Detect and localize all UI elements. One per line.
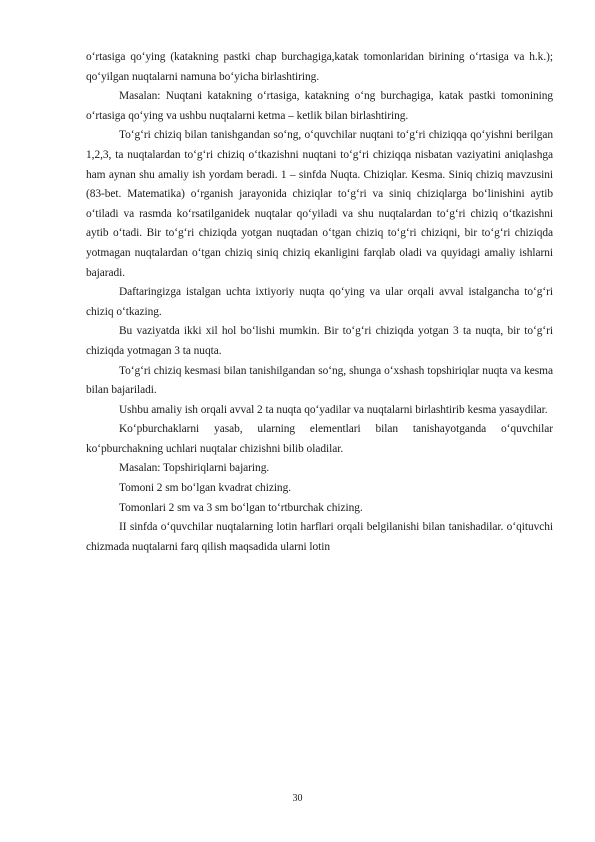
paragraph-7: Ushbu amaliy ish orqali avval 2 ta nuqta qo‘yadilar va nuqtalarni birlashtirib kesma yasaydilar. <box>119 403 548 416</box>
paragraph-9: Masalan: Topshiriqlarni bajaring. <box>119 462 270 475</box>
paragraph-11: Tomonlari 2 sm va 3 sm bo‘lgan to‘rtburchak chizing. <box>119 501 363 514</box>
paragraph-10: Tomoni 2 sm bo‘lgan kvadrat chizing. <box>119 482 292 495</box>
paragraph-2: Masalan: Nuqtani katakning o‘rtasiga, katakning o‘ng burchagiga, katak pastki tomonining o‘rtasiga qo‘ying va ushbu nuqtalarni ketma – ketlik bilan birlashtiring. <box>86 90 553 122</box>
page-number: 30 <box>292 793 303 804</box>
paragraph-12: II sinfda o‘quvchilar nuqtalarning lotin harflari orqali belgilanishi bilan tanishadilar. o‘qituvchi chizmada nuqtalarni farq qilish maqsadida ularni lotin <box>86 521 553 553</box>
paragraph-5: Bu vaziyatda ikki xil hol bo‘lishi mumkin. Bir to‘g‘ri chiziqda yotgan 3 ta nuqta, bir to‘g‘ri chiziqda yotmagan 3 ta nuqta. <box>86 325 553 357</box>
page-body <box>86 48 553 557</box>
paragraph-1: o‘rtasiga qo‘ying (katakning pastki chap burchagiga,katak tomonlaridan birining o‘rtasiga va h.k.); qo‘yilgan nuqtalarni namuna bo‘yicha birlashtiring. <box>86 51 553 83</box>
paragraph-8: Ko‘pburchaklarni yasab, ularning elementlari bilan tanishayotganda o‘quvchilar ko‘pburchakning uchlari nuqtalar chizishni bilib oladilar. <box>86 423 553 455</box>
paragraph-6: To‘g‘ri chiziq kesmasi bilan tanishilgandan so‘ng, shunga o‘xshash topshiriqlar nuqta va kesma bilan bajariladi. <box>86 364 553 397</box>
paragraph-4: Daftaringizga istalgan uchta ixtiyoriy nuqta qo‘ying va ular orqali avval istalgancha to‘g‘ri chiziq o‘tkazing. <box>86 286 553 318</box>
paragraph-3: To‘g‘ri chiziq bilan tanishgandan so‘ng, o‘quvchilar nuqtani to‘g‘ri chiziqqa qo‘yishni berilgan 1,2,3, ta nuqtalardan to‘g‘ri chiziq o‘tkazishni nuqtani to‘g‘ri chiziqqa nisbatan vaziyatini aniqlashga ham aynan shu amaliy ish yordam beradi. 1 – sinfda Nuqta. Chiziqlar. Kesma. Siniq chiziq mavzusini (83-bet. Matematika) o‘rganish jarayonida chiziqlar to‘g‘ri va siniq chiziqlarga bo‘linishini aytib o‘tiladi va rasmda ko‘rsatilganidek nuqtalar qo‘yiladi va shu nuqtalardan to‘g‘ri chiziq o‘tkazishni aytib o‘tadi. Bir to‘g‘ri chiziqda yotgan nuqtadan o‘tgan chiziq to‘g‘ri chiziqni, bir to‘g‘ri chiziqda yotmagan nuqtalardan o‘tgan chiziq siniq chiziq ekanligini farqlab oladi va quyidagi amaliy ishlarni bajaradi. <box>86 129 553 279</box>
